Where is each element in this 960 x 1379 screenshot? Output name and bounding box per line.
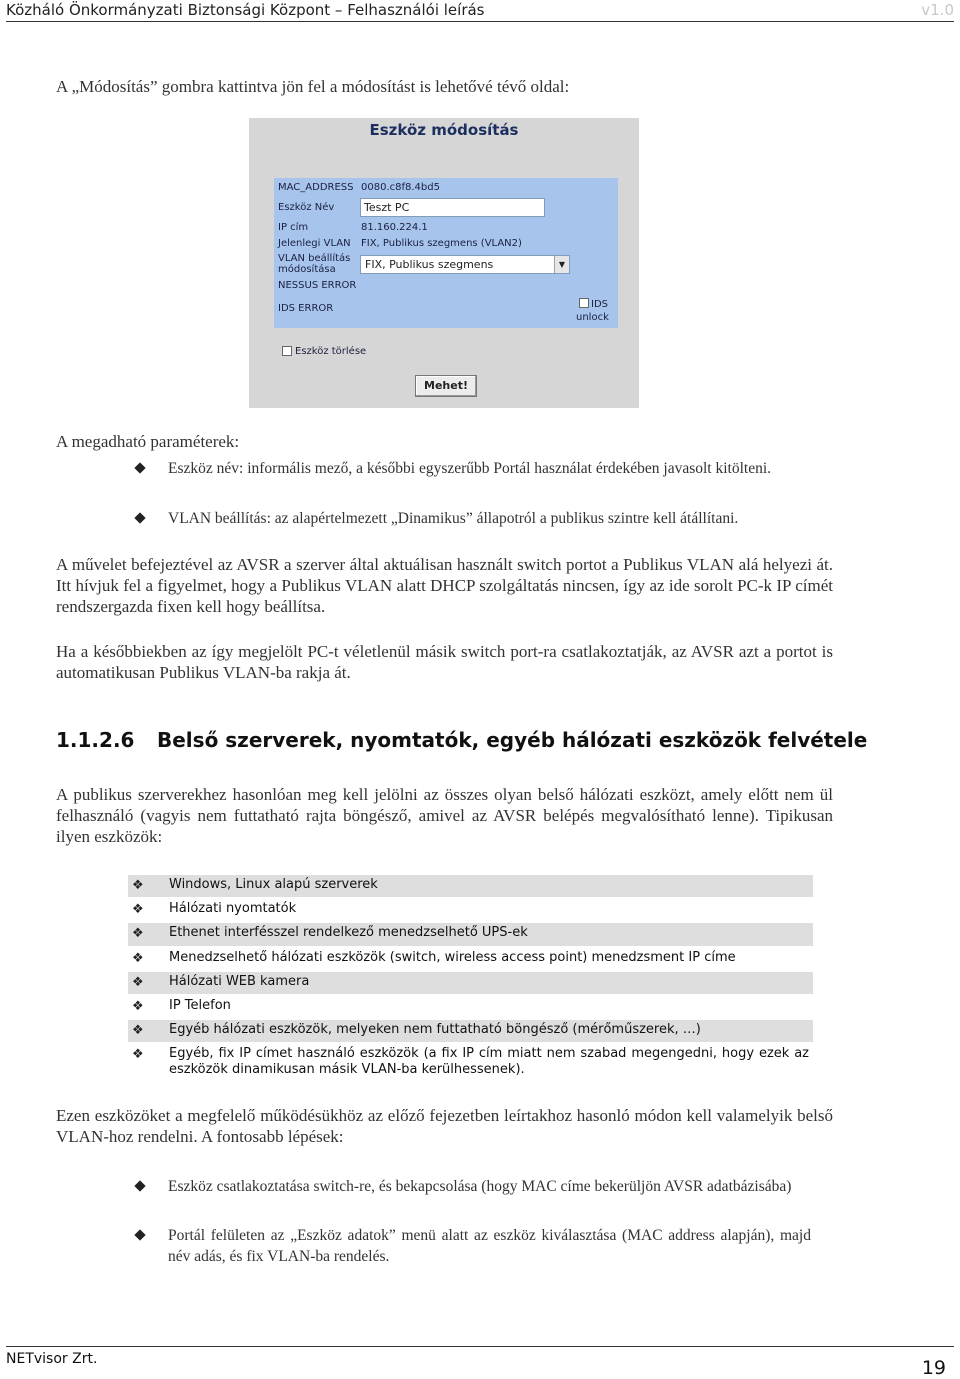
ids-error-label: IDS ERROR	[278, 303, 334, 314]
step-item: Portál felületen az „Eszköz adatok” menü alatt az eszköz kiválasztása (MAC address alapján), majd név adás, és fix VLAN-ba rendelés.	[168, 1227, 811, 1265]
current-vlan-value: FIX, Publikus szegmens (VLAN2)	[361, 238, 522, 249]
param-item: Eszköz név: informális mező, a későbbi egyszerűbb Portál használat érdekében javasolt kitölteni.	[168, 460, 772, 477]
vlan-setting-label: VLAN beállítás	[278, 253, 351, 264]
bullet-icon	[134, 512, 145, 523]
list-item: ❖ Egyéb hálózati eszközök, melyeken nem futtatható böngésző (mérőműszerek, …)	[128, 1019, 813, 1043]
ip-value: 81.160.224.1	[361, 222, 428, 233]
diamond-bullet-icon: ❖	[132, 950, 144, 966]
diamond-bullet-icon: ❖	[132, 926, 144, 942]
ip-label: IP cím	[278, 222, 309, 233]
company-name: NETvisor Zrt.	[6, 1351, 98, 1367]
params-heading: A megadható paraméterek:	[56, 432, 240, 451]
chevron-down-icon[interactable]: ▼	[554, 256, 569, 273]
bullet-icon	[134, 1180, 145, 1191]
page-footer	[6, 1346, 954, 1379]
section-title: Belső szerverek, nyomtatók, egyéb hálózati eszközök felvétele	[157, 728, 868, 752]
section-number: 1.1.2.6	[56, 728, 135, 752]
diamond-bullet-icon: ❖	[132, 878, 144, 893]
bullet-icon	[134, 1229, 145, 1240]
step-item: Eszköz csatlakoztatása switch-re, és bekapcsolása (hogy MAC címe bekerüljön AVSR adatbázisába)	[168, 1178, 792, 1195]
next-button[interactable]: Mehet!	[415, 375, 477, 397]
intro-text: A „Módosítás” gombra kattintva jön fel a módosítást is lehetővé tévő oldal:	[56, 77, 570, 96]
devices-paragraph: Ezen eszközöket a megfelelő működésükhöz az előző fejezetben leírtakhoz hasonló módon kell valamelyik belső VLAN-hoz rendelni. A fontosabb lépések:	[56, 1106, 833, 1146]
list-item: ❖ Hálózati WEB kamera	[128, 971, 813, 995]
diamond-bullet-icon: ❖	[132, 998, 144, 1014]
vlan-setting-select[interactable]	[360, 255, 570, 274]
list-item: ❖ Hálózati nyomtatók	[132, 901, 297, 918]
diamond-bullet-icon: ❖	[132, 974, 144, 990]
delete-device-checkbox[interactable]	[282, 346, 292, 356]
ids-unlock-label: IDS	[591, 299, 608, 310]
current-vlan-label: Jelenlegi VLAN	[278, 238, 351, 249]
list-item: ❖ Windows, Linux alapú szerverek	[128, 874, 813, 898]
mac-address-label: MAC_ADDRESS	[278, 182, 354, 193]
device-name-input[interactable]: Teszt PC	[360, 198, 545, 217]
page-header	[6, 0, 954, 22]
diamond-bullet-icon: ❖	[132, 1047, 144, 1063]
document-title: Közháló Önkormányzati Biztonsági Központ – Felhasználói leírás	[6, 1, 485, 19]
vlan-setting-selected: FIX, Publikus szegmens	[365, 258, 494, 271]
diamond-bullet-icon: ❖	[132, 1023, 144, 1039]
body-paragraph: A művelet befejeztével az AVSR a szerver által aktuálisan használt switch portot a Publikus VLAN alá helyezi át. Itt hívjuk fel a figyelmet, hogy a Publikus VLAN alatt DHCP szolgáltatás nincsen, így az ide sorolt PC-k IP címét rendszergazda fixen kell hogy beállítsa.	[56, 555, 833, 616]
delete-device-label: Eszköz törlése	[295, 346, 367, 357]
device-list	[128, 874, 813, 1083]
bullet-icon	[134, 462, 145, 473]
mac-address-value: 0080.c8f8.4bd5	[361, 182, 440, 193]
diamond-bullet-icon: ❖	[132, 902, 144, 918]
body-paragraph: Ha a későbbiekben az így megjelölt PC-t véletlenül másik switch port-ra csatlakoztatják, az AVSR azt a portot is automatikusan Publikus VLAN-ba rakja át.	[56, 642, 833, 682]
list-item: ❖ Ethenet interfésszel rendelkező menedzselhető UPS-ek	[128, 922, 813, 946]
list-item: ❖ IP Telefon	[132, 997, 231, 1014]
form-title: Eszköz módosítás	[369, 121, 519, 139]
param-item: VLAN beállítás: az alapértelmezett „Dinamikus” állapotról a publikus szintre kell átállítani.	[168, 510, 739, 527]
document-version: v1.0	[921, 1, 954, 19]
list-item: ❖ Egyéb, fix IP címet használó eszközök (a fix IP cím miatt nem szabad megengedni, hogy ezek az eszközök dinamikusan másik VLAN-ba kerülhessenek).	[132, 1046, 809, 1078]
device-name-label: Eszköz Név	[278, 202, 335, 213]
list-item: ❖ Menedzselhető hálózati eszközök (switch, wireless access point) menedzsment IP címe	[132, 949, 736, 966]
vlan-setting-label-2: módosítása	[278, 264, 336, 275]
nessus-error-label: NESSUS ERROR	[278, 280, 357, 291]
page-number: 19	[921, 1357, 946, 1379]
section-paragraph: A publikus szerverekhez hasonlóan meg kell jelölni az összes olyan belső hálózati eszközt, amely előtt nem ül felhasználó (vagyis nem futtatható rajta böngésző, amivel az AVSR belépés megvalósítható lenne). Tipikusan ilyen eszközök:	[56, 785, 833, 846]
ids-unlock-checkbox[interactable]	[579, 298, 589, 308]
ids-unlock-label-2: unlock	[576, 312, 609, 323]
